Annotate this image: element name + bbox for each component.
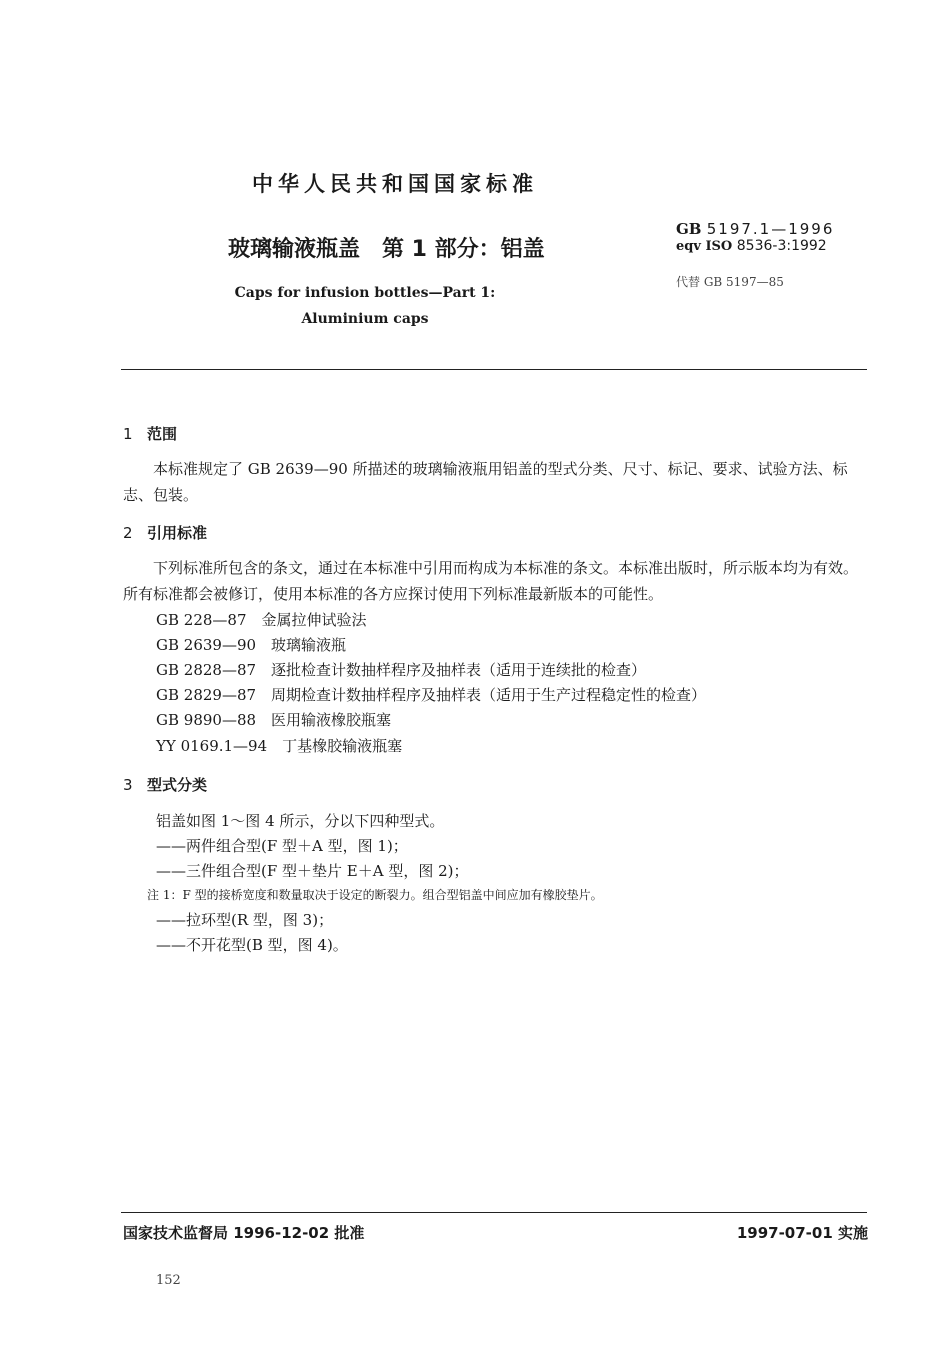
- reference-item: GB 2639—90 玻璃输液瓶: [156, 636, 347, 654]
- page-number: 152: [156, 1273, 181, 1288]
- reference-item: GB 9890—88 医用输液橡胶瓶塞: [156, 711, 392, 729]
- equivalent-standard: [676, 238, 827, 254]
- section-2-text: 下列标准所包含的条文，通过在本标准中引用而构成为本标准的条文。本标准出版时，所示版本均为有效。所有标准都会被修订，使用本标准的各方应探讨使用下列标准最新版本的可能性。: [123, 559, 859, 603]
- type-item: ——两件组合型(F 型＋A 型，图 1)；: [156, 837, 408, 855]
- reference-item: GB 2828—87 逐批检查计数抽样程序及抽样表（适用于连续批的检查）: [156, 661, 647, 679]
- type-intro: 铝盖如图 1～图 4 所示，分以下四种型式。: [156, 812, 445, 830]
- national-standard-heading: 中华人民共和国国家标准: [252, 172, 538, 196]
- section-1-heading: [123, 423, 177, 444]
- document-title-en-line1: Caps for infusion bottles—Part 1:: [234, 285, 496, 301]
- section-number: 3: [123, 776, 133, 794]
- effective-date: 1997-07-01 实施: [736, 1224, 868, 1242]
- gb-prefix: GB: [676, 220, 702, 238]
- section-title: 引用标准: [147, 524, 208, 542]
- section-title: 型式分类: [147, 776, 208, 794]
- document-title-en-line2: Aluminium caps: [301, 311, 429, 327]
- section-title: 范围: [147, 425, 178, 443]
- section-3-heading: [123, 774, 207, 795]
- section-number: 2: [123, 524, 133, 542]
- gb-number: 5197.1—1996: [706, 220, 835, 238]
- section-2-heading: [123, 522, 207, 543]
- replaces-standard: 代替 GB 5197—85: [676, 275, 784, 289]
- type-item: ——三件组合型(F 型＋垫片 E＋A 型，图 2)；: [156, 862, 469, 880]
- type-item: ——拉环型(R 型，图 3)；: [156, 911, 334, 929]
- document-title-cn: 玻璃输液瓶盖 第 1 部分：铝盖: [228, 237, 545, 262]
- reference-item: YY 0169.1—94 丁基橡胶输液瓶塞: [156, 737, 403, 755]
- eqv-prefix: eqv ISO: [676, 239, 733, 254]
- standard-number: [676, 220, 834, 238]
- section-number: 1: [123, 425, 133, 443]
- header-divider: [121, 369, 867, 370]
- reference-item: GB 228—87 金属拉伸试验法: [156, 611, 367, 629]
- reference-item: GB 2829—87 周期检查计数抽样程序及抽样表（适用于生产过程稳定性的检查）: [156, 686, 707, 704]
- eqv-number: 8536-3:1992: [736, 238, 827, 254]
- type-item: ——不开花型(B 型，图 4)。: [156, 936, 348, 954]
- type-note: 注 1：F 型的接桥宽度和数量取决于设定的断裂力。组合型铝盖中间应加有橡胶垫片。: [147, 888, 603, 902]
- section-1-text: 本标准规定了 GB 2639—90 所描述的玻璃输液瓶用铝盖的型式分类、尺寸、标记、要求、试验方法、标志、包装。: [123, 460, 848, 504]
- approval-date: 国家技术监督局 1996-12-02 批准: [123, 1224, 365, 1242]
- footer-divider: [121, 1212, 867, 1213]
